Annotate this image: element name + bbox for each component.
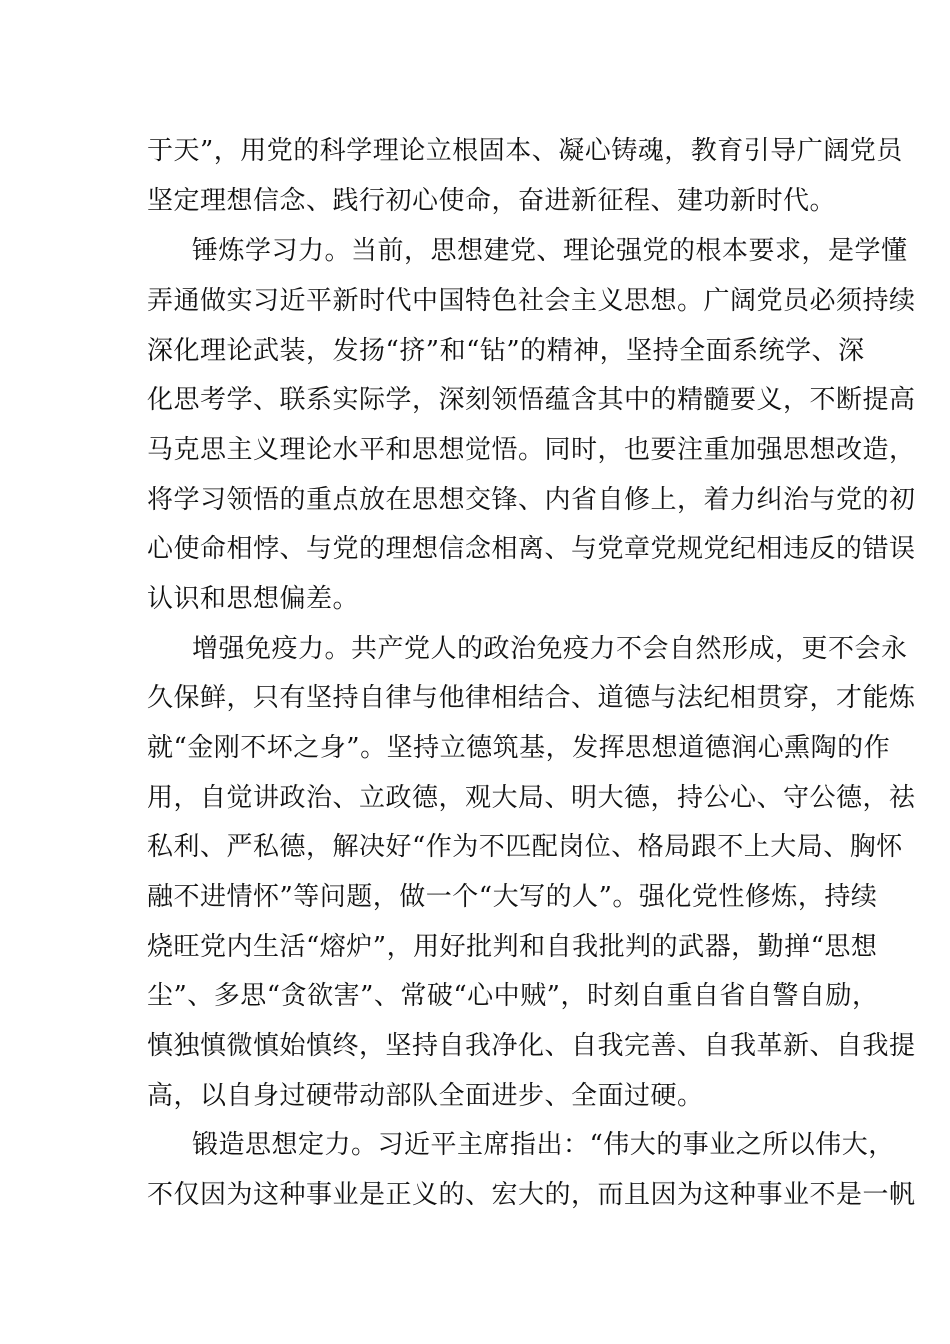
- text-line: 烧旺党内生活“熔炉”，用好批判和自我批判的武器，勤掸“思想: [147, 932, 878, 962]
- text-line: 心使命相悖、与党的理想信念相离、与党章党规党纪相违反的错误: [147, 534, 916, 564]
- paragraph-heading-line: 锻造思想定力。习近平主席指出：“伟大的事业之所以伟大，: [192, 1130, 895, 1160]
- text-line: 久保鲜，只有坚持自律与他律相结合、道德与法纪相贯穿，才能炼: [147, 683, 916, 713]
- text-line: 深化理论武装，发扬“挤”和“钻”的精神，坚持全面系统学、深: [147, 336, 865, 366]
- text-line: 私利、严私德，解决好“作为不匹配岗位、格局跟不上大局、胸怀: [147, 832, 903, 862]
- text-line: 于天”，用党的科学理论立根固本、凝心铸魂，教育引导广阔党员: [147, 136, 903, 166]
- text-line: 化思考学、联系实际学，深刻领悟蕴含其中的精髓要义，不断提高: [147, 385, 916, 415]
- text-line: 认识和思想偏差。: [147, 584, 360, 614]
- text-line: 用，自觉讲政治、立政德，观大局、明大德，持公心、守公德，祛: [147, 783, 916, 813]
- text-line: 将学习领悟的重点放在思想交锋、内省自修上，着力纠治与党的初: [147, 485, 916, 515]
- text-line: 马克思主义理论水平和思想觉悟。同时，也要注重加强思想改造，: [147, 435, 916, 465]
- paragraph-heading-line: 增强免疫力。共产党人的政治免疫力不会自然形成，更不会永: [192, 634, 908, 664]
- text-line: 坚定理想信念、践行初心使命，奋进新征程、建功新时代。: [147, 186, 837, 216]
- text-line: 不仅因为这种事业是正义的、宏大的，而且因为这种事业不是一帆: [147, 1180, 916, 1210]
- text-line: 慎独慎微慎始慎终，坚持自我净化、自我完善、自我革新、自我提: [147, 1031, 916, 1061]
- text-line: 就“金刚不坏之身”。坚持立德筑基，发挥思想道德润心熏陶的作: [147, 733, 891, 763]
- text-line: 尘”、多思“贪欲害”、常破“心中贼”，时刻自重自省自警自励，: [147, 981, 879, 1011]
- text-line: 融不进情怀”等问题，做一个“大写的人”。强化党性修炼，持续: [147, 882, 878, 912]
- text-line: 高，以自身过硬带动部队全面进步、全面过硬。: [147, 1081, 704, 1111]
- text-line: 弄通做实习近平新时代中国特色社会主义思想。广阔党员必须持续: [147, 286, 916, 316]
- paragraph-heading-line: 锤炼学习力。当前，思想建党、理论强党的根本要求，是学懂: [192, 236, 908, 266]
